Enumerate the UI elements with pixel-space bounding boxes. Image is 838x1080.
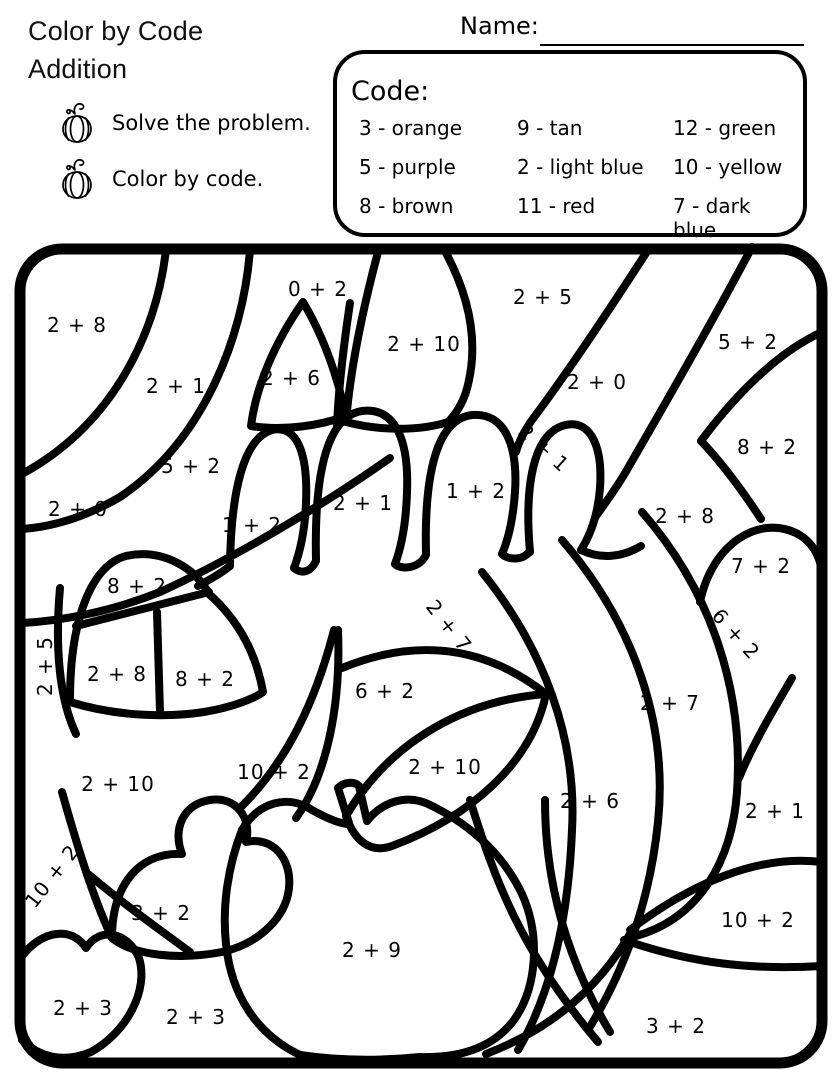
math-problem: 6 + 2 — [707, 603, 765, 665]
math-problem: 1 + 2 — [222, 513, 282, 537]
math-problem: 2 + 7 — [640, 691, 700, 715]
math-problem: 3 + 2 — [131, 901, 191, 925]
code-entry: 10 - yellow — [673, 155, 783, 179]
math-problem: 2 + 9 — [342, 938, 402, 962]
math-problem: 2 + 6 — [261, 366, 321, 390]
math-problem: 2 + 0 — [567, 370, 627, 394]
code-heading: Code: — [351, 76, 430, 107]
math-problem: 3 + 2 — [646, 1014, 706, 1038]
code-entry: 3 - orange — [359, 116, 463, 140]
apple-stem — [338, 783, 359, 788]
code-entry: 9 - tan — [517, 116, 583, 140]
math-problem: 8 + 2 — [175, 667, 235, 691]
title-line-1: Color by Code — [28, 16, 204, 46]
math-problem: 2 + 8 — [87, 662, 147, 686]
math-problem: 2 + 10 — [387, 332, 461, 356]
math-problem: 2 + 0 — [48, 497, 108, 521]
code-entry: 8 - brown — [359, 194, 454, 218]
math-problem: 2 + 10 — [81, 772, 155, 796]
cornucopia-body-arcs — [470, 512, 822, 1054]
math-problem: 2 + 1 — [745, 799, 805, 823]
math-problem: 6 + 2 — [355, 679, 415, 703]
code-entry: 7 - dark blue — [673, 194, 751, 242]
math-problem: 10 + 2 — [721, 908, 795, 932]
leaf-fan — [242, 630, 546, 848]
instruction-text: Solve the problem. — [112, 111, 311, 135]
math-problem: 2 + 1 — [146, 374, 206, 398]
code-entry: 11 - red — [517, 194, 596, 218]
math-problem: 8 + 2 — [107, 574, 167, 598]
math-problem: 2 + 1 — [513, 419, 575, 477]
math-problem: 2 + 5 — [513, 285, 573, 309]
math-problem: 10 + 2 — [237, 760, 311, 784]
picture-border — [20, 249, 822, 1063]
math-problem: 7 + 2 — [731, 554, 791, 578]
math-problem: 2 + 1 — [333, 491, 393, 515]
apple-stem — [338, 788, 349, 823]
math-problem: 2 + 3 — [166, 1005, 226, 1029]
math-problem: 2 + 5 — [33, 636, 57, 696]
title-line-2: Addition — [28, 54, 128, 84]
math-problem: 2 + 10 — [408, 755, 482, 779]
math-problem: 2 + 3 — [53, 996, 113, 1020]
math-problem: 2 + 8 — [47, 313, 107, 337]
math-problem: 1 + 2 — [446, 479, 506, 503]
math-problem: 2 + 8 — [655, 504, 715, 528]
instruction-text: Color by code. — [112, 167, 264, 191]
name-label: Name: — [460, 12, 539, 40]
math-problem: 0 + 2 — [288, 277, 348, 301]
math-problem: 8 + 2 — [737, 435, 797, 459]
math-problem: 5 + 2 — [718, 330, 778, 354]
math-problem: 10 + 2 — [19, 839, 85, 913]
math-problem: 2 + 7 — [421, 595, 477, 657]
math-problem: 5 + 2 — [161, 454, 221, 478]
code-entry: 2 - light blue — [517, 155, 644, 179]
math-problem: 2 + 6 — [560, 789, 620, 813]
code-entry: 12 - green — [673, 116, 777, 140]
code-entry: 5 - purple — [359, 155, 456, 179]
